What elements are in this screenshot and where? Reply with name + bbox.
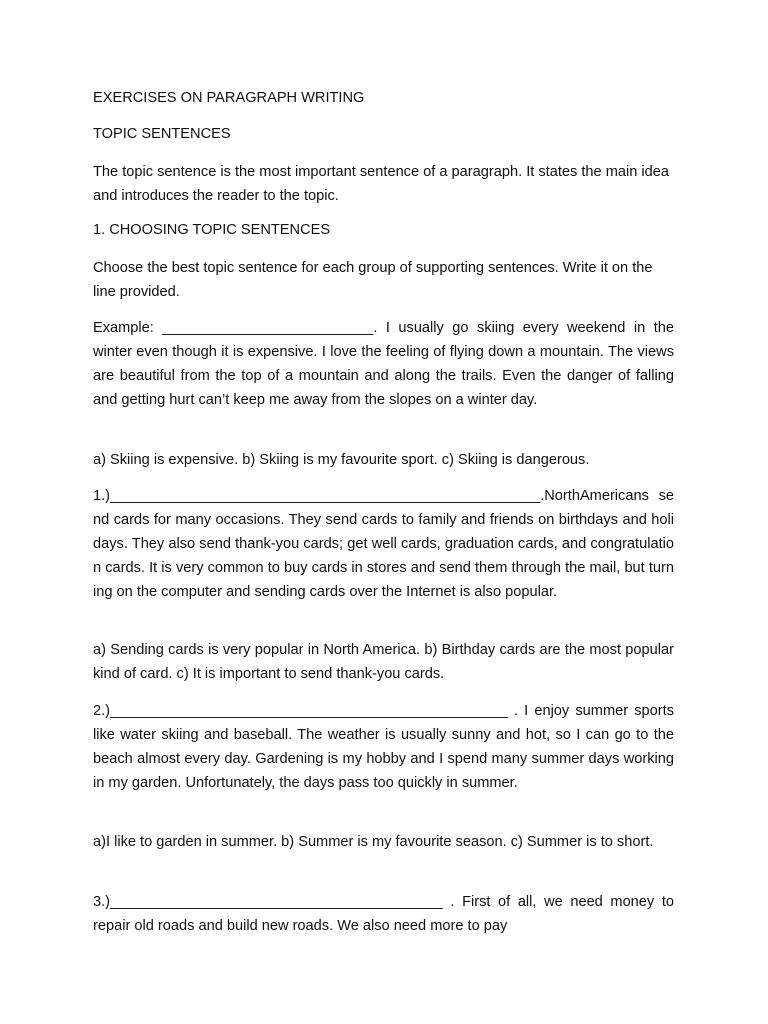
question-3-paragraph: 3.)_________________________________________ . First of all, we need money to repair old roads and build new roads. We also need more to pay (93, 894, 674, 934)
document-heading: EXERCISES ON PARAGRAPH WRITING (93, 90, 365, 106)
question-2-paragraph: 2.)_________________________________________________ . I enjoy summer sports like water skiing and baseball. The weather is usually sunny and hot, so I can go to the beach almost every day. Gardening is my hobby and I spend many summer days working in my garden. Unfortunately, the days pass too quickly in summer. (93, 703, 674, 791)
question-1-paragraph: 1.)_____________________________________________________.NorthAmericans send cards for many occasions. They send cards to family and friends on birthdays and holidays. They also send thank-you cards; get well cards, graduation cards, and congratulation cards. It is very common to buy cards in stores and send them through the mail, but turning on the computer and sending cards over the Internet is also popular. (93, 488, 674, 600)
exercise-section-title: 1. CHOOSING TOPIC SENTENCES (93, 222, 331, 238)
section-subheading: TOPIC SENTENCES (93, 126, 231, 142)
question-1-options: a) Sending cards is very popular in North America. b) Birthday cards are the most popular kind of card. c) It is important to send thank-you cards. (93, 642, 674, 682)
question-2-options: a)I like to garden in summer. b) Summer is my favourite season. c) Summer is to short. (93, 834, 654, 850)
example-paragraph: Example: __________________________. I usually go skiing every weekend in the winter even though it is expensive. I love the feeling of flying down a mountain. The views are beautiful from the top of a mountain and along the trails. Even the danger of falling and getting hurt can’t keep me away from the slopes on a winter day. (93, 320, 674, 408)
exercise-instructions: Choose the best topic sentence for each group of supporting sentences. Write it on the line provided. (93, 260, 653, 300)
example-options: a) Skiing is expensive. b) Skiing is my favourite sport. c) Skiing is dangerous. (93, 452, 590, 468)
document-page (93, 0, 674, 1024)
intro-paragraph: The topic sentence is the most important sentence of a paragraph. It states the main idea and introduces the reader to the topic. (93, 164, 669, 204)
